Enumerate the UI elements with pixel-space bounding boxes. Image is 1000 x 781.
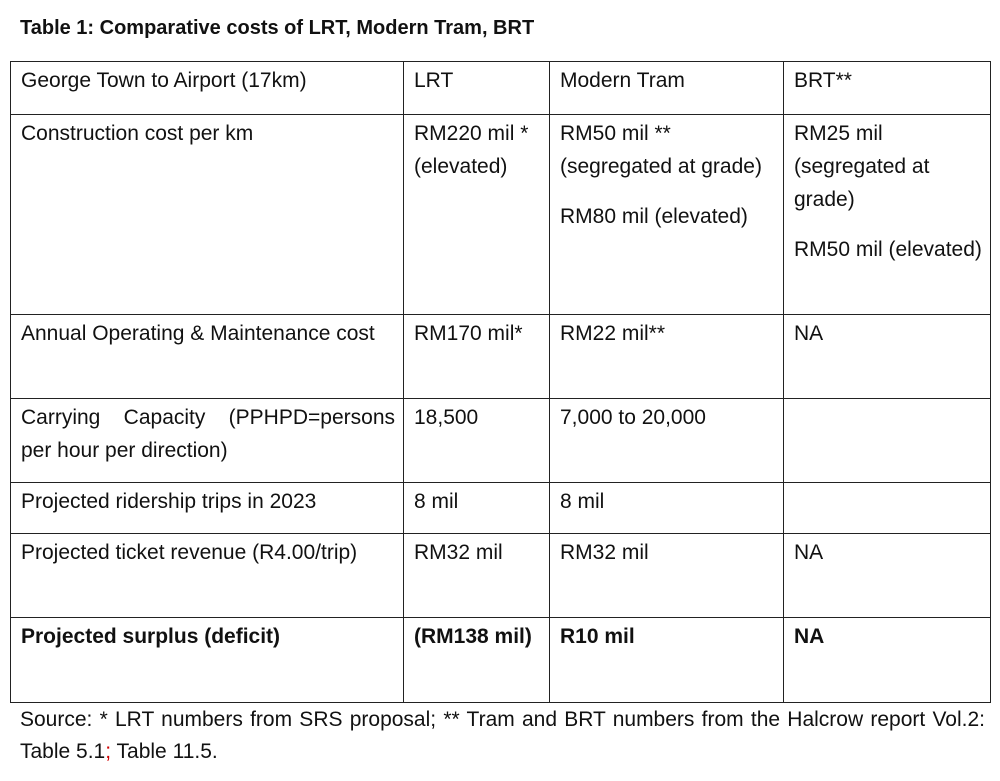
table-row-operating xyxy=(11,315,991,399)
construction-label: Construction cost per km xyxy=(11,115,404,315)
operating-brt: NA xyxy=(784,315,991,399)
header-brt: BRT** xyxy=(784,62,991,115)
operating-label: Annual Operating & Maintenance cost xyxy=(11,315,404,399)
header-lrt: LRT xyxy=(404,62,550,115)
header-tram: Modern Tram xyxy=(550,62,784,115)
source-note xyxy=(20,704,985,768)
surplus-lrt: (RM138 mil) xyxy=(404,618,550,703)
comparison-table xyxy=(10,61,991,703)
surplus-tram: R10 mil xyxy=(550,618,784,703)
table-caption: Table 1: Comparative costs of LRT, Modern Tram, BRT xyxy=(20,17,535,39)
operating-lrt: RM170 mil* xyxy=(404,315,550,399)
surplus-brt: NA xyxy=(784,618,991,703)
ridership-lrt: 8 mil xyxy=(404,483,550,534)
table-row-capacity xyxy=(11,399,991,483)
capacity-lrt: 18,500 xyxy=(404,399,550,483)
capacity-label: Carrying Capacity (PPHPD=persons per hour per direction) xyxy=(11,399,404,483)
ridership-label: Projected ridership trips in 2023 xyxy=(11,483,404,534)
construction-tram-at-grade: RM50 mil ** (segregated at grade) xyxy=(560,122,762,178)
revenue-label: Projected ticket revenue (R4.00/trip) xyxy=(11,534,404,618)
source-text: Source: * LRT numbers from SRS proposal; ** Tram and BRT numbers from the Halcrow report Vol.2: Table 5.1 xyxy=(20,708,985,763)
table-row-revenue xyxy=(11,534,991,618)
construction-brt-at-grade: RM25 mil (segregated at grade) xyxy=(794,122,930,211)
operating-tram: RM22 mil** xyxy=(550,315,784,399)
construction-brt-elevated: RM50 mil (elevated) xyxy=(794,238,982,261)
revenue-brt: NA xyxy=(784,534,991,618)
source-text-end: Table 11.5. xyxy=(111,740,218,763)
source-semicolon: ; xyxy=(105,740,112,763)
construction-tram xyxy=(550,115,784,315)
ridership-brt xyxy=(784,483,991,534)
revenue-lrt: RM32 mil xyxy=(404,534,550,618)
capacity-brt xyxy=(784,399,991,483)
table-header-row xyxy=(11,62,991,115)
construction-tram-elevated: RM80 mil (elevated) xyxy=(560,205,748,228)
capacity-tram: 7,000 to 20,000 xyxy=(550,399,784,483)
table-row-surplus xyxy=(11,618,991,703)
table-row-construction xyxy=(11,115,991,315)
ridership-tram: 8 mil xyxy=(550,483,784,534)
table-row-ridership xyxy=(11,483,991,534)
header-route: George Town to Airport (17km) xyxy=(11,62,404,115)
construction-lrt: RM220 mil * (elevated) xyxy=(404,115,550,315)
construction-brt xyxy=(784,115,991,315)
surplus-label: Projected surplus (deficit) xyxy=(11,618,404,703)
revenue-tram: RM32 mil xyxy=(550,534,784,618)
